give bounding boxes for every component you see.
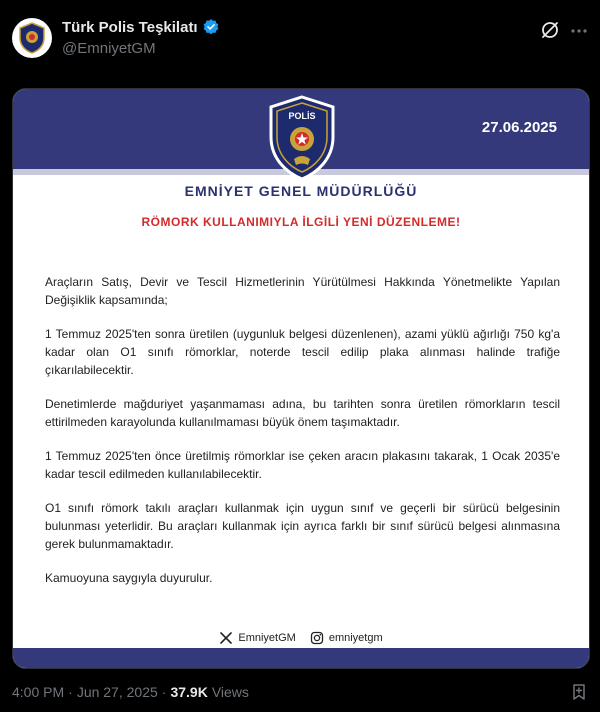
social-instagram-handle: emniyetgm — [328, 632, 383, 644]
paragraph: O1 sınıfı römork takılı araçları kullanmak için uygun sınıf ve geçerli bir sürücü belgesinin bulunması yeterlidir. Bu araçları kullanmak için ayrıca farklı bir sınıf sürücü belgesi alınmasına gerek bulunmamaktadır. — [45, 501, 560, 551]
police-badge-icon — [18, 22, 46, 54]
post-time[interactable]: 4:00 PM — [12, 684, 65, 700]
social-x-handle: EmniyetGM — [238, 632, 296, 644]
post-date[interactable]: Jun 27, 2025 — [76, 684, 158, 700]
announcement-subject: RÖMORK KULLANIMIYLA İLGİLİ YENİ DÜZENLEME! — [141, 215, 461, 229]
more-options-icon[interactable] — [570, 22, 588, 40]
social-instagram — [310, 631, 383, 645]
footer-band — [13, 648, 589, 668]
display-name[interactable]: Türk Polis Teşkilatı — [62, 18, 198, 36]
tweet-meta — [12, 684, 249, 700]
social-x — [219, 631, 295, 645]
verified-badge-icon — [202, 18, 220, 36]
views-count: 37.9K — [170, 684, 208, 700]
name-row — [62, 18, 220, 36]
bookmark-icon[interactable] — [570, 683, 588, 701]
announcement-date: 27.06.2025 — [481, 119, 557, 136]
social-links — [13, 631, 589, 645]
grok-icon[interactable] — [540, 20, 560, 40]
announcement-body — [45, 273, 560, 603]
meta-separator: · — [161, 684, 167, 700]
tweet-header — [0, 0, 600, 80]
police-emblem-icon — [267, 95, 337, 181]
instagram-logo-icon — [310, 631, 324, 645]
organization-title: EMNİYET GENEL MÜDÜRLÜĞÜ — [184, 183, 418, 199]
paragraph: Denetimlerde mağduriyet yaşanmaması adına, bu tarihten sonra üretilen römorkların tescil ettirilmeden karayolunda kullanılmaması büyük önem taşımaktadır. — [45, 397, 560, 429]
announcement-image[interactable] — [12, 88, 590, 669]
paragraph: Kamuoyuna saygıyla duyurulur. — [45, 571, 213, 585]
user-handle[interactable]: @EmniyetGM — [62, 40, 156, 57]
avatar[interactable] — [12, 18, 52, 58]
views-label: Views — [211, 684, 249, 700]
meta-separator: · — [68, 684, 73, 700]
emblem-text: POLİS — [288, 111, 316, 121]
paragraph: Araçların Satış, Devir ve Tescil Hizmetlerinin Yürütülmesi Hakkında Yönetmelikte Yapılan Değişiklik kapsamında; — [45, 275, 560, 307]
x-logo-icon — [219, 631, 233, 645]
paragraph: 1 Temmuz 2025'ten sonra üretilen (uygunluk belgesi düzenlenen), azami yüklü ağırlığı 750 kg'a kadar olan O1 sınıfı römorklar, noterde tescil edilip plaka alınması halinde trafiğe çıkarılabilecektir. — [45, 327, 560, 377]
paragraph: 1 Temmuz 2025'ten önce üretilmiş römorklar ise çeken aracın plakasını takarak, 1 Ocak 2035'e kadar tescil edilmeden kullanılabilecektir. — [45, 449, 560, 481]
